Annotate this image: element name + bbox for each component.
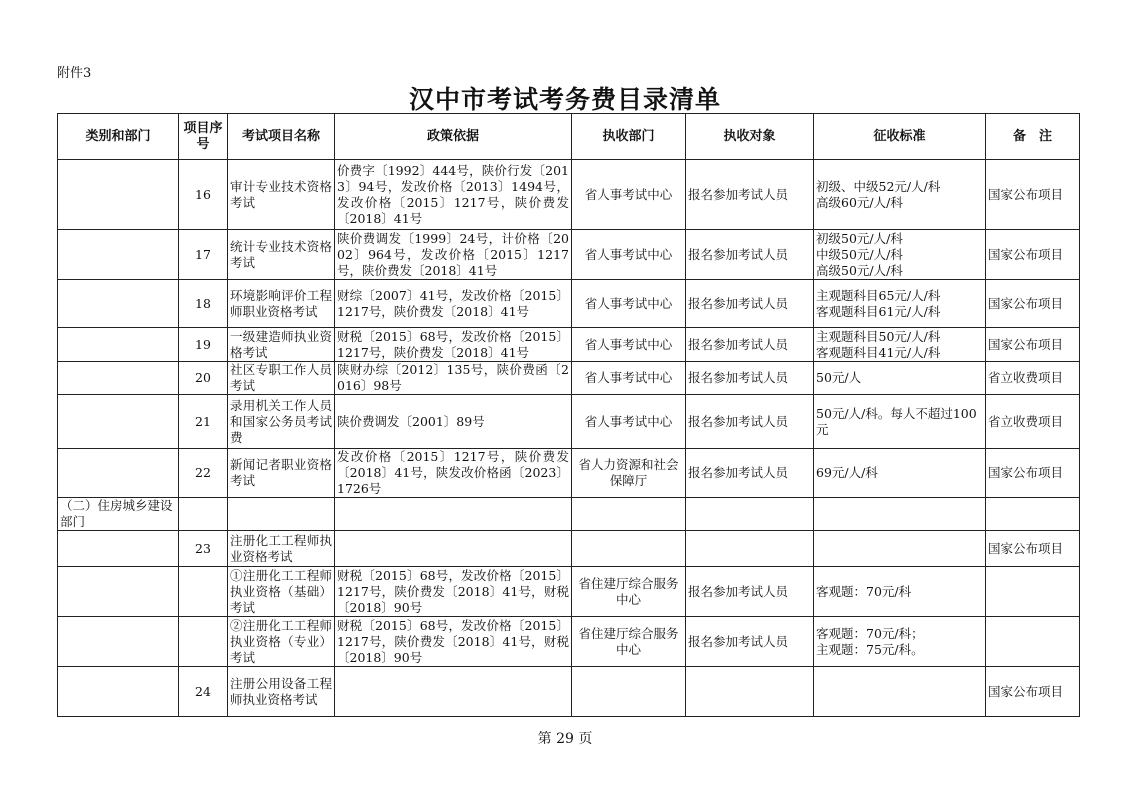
standard-line: 高级50元/人/科 bbox=[816, 262, 903, 278]
cell-exam-name: ②注册化工工程师执业资格（专业）考试 bbox=[228, 617, 335, 667]
cell-note: 省立收费项目 bbox=[986, 395, 1080, 449]
table-row bbox=[58, 531, 1080, 567]
cell-category: （二）住房城乡建设部门 bbox=[58, 498, 179, 531]
cell-payer: 报名参加考试人员 bbox=[686, 362, 814, 395]
cell-item-no bbox=[179, 498, 228, 531]
cell-policy bbox=[335, 531, 572, 567]
cell-item-no: 23 bbox=[179, 531, 228, 567]
table-row bbox=[58, 280, 1080, 328]
cell-collecting-dept bbox=[572, 531, 686, 567]
page-number: 第 29 页 bbox=[537, 731, 593, 747]
table-row bbox=[58, 395, 1080, 449]
cell-category bbox=[58, 617, 179, 667]
cell-category bbox=[58, 230, 179, 280]
header-policy: 政策依据 bbox=[335, 114, 572, 160]
standard-line: 69元/人/科 bbox=[816, 465, 878, 480]
table-row bbox=[58, 567, 1080, 617]
cell-note: 国家公布项目 bbox=[986, 531, 1080, 567]
standard-line: 主观题：75元/科。 bbox=[816, 641, 924, 657]
cell-note: 国家公布项目 bbox=[986, 160, 1080, 230]
cell-standard bbox=[814, 230, 986, 280]
cell-category bbox=[58, 328, 179, 362]
cell-collecting-dept: 省人事考试中心 bbox=[572, 230, 686, 280]
cell-payer: 报名参加考试人员 bbox=[686, 395, 814, 449]
cell-item-no: 18 bbox=[179, 280, 228, 328]
cell-category bbox=[58, 667, 179, 717]
standard-line: 客观题科目61元/人/科 bbox=[816, 303, 941, 319]
cell-collecting-dept: 省住建厅综合服务中心 bbox=[572, 567, 686, 617]
cell-exam-name: 注册公用设备工程师执业资格考试 bbox=[228, 667, 335, 717]
cell-standard bbox=[814, 567, 986, 617]
cell-exam-name: 社区专职工作人员考试 bbox=[228, 362, 335, 395]
document-title: 汉中市考试考务费目录清单 bbox=[408, 85, 721, 114]
cell-note: 国家公布项目 bbox=[986, 667, 1080, 717]
standard-line: 中级50元/人/科 bbox=[816, 246, 903, 262]
cell-item-no: 20 bbox=[179, 362, 228, 395]
cell-payer: 报名参加考试人员 bbox=[686, 449, 814, 498]
header-item-no: 项目序号 bbox=[179, 114, 228, 160]
header-payer: 执收对象 bbox=[686, 114, 814, 160]
cell-policy: 陕财办综〔2012〕135号，陕价费函〔2016〕98号 bbox=[335, 362, 572, 395]
cell-collecting-dept: 省人事考试中心 bbox=[572, 362, 686, 395]
cell-policy: 财税〔2015〕68号，发改价格〔2015〕1217号，陕价费发〔2018〕41号，财税〔2018〕90号 bbox=[335, 567, 572, 617]
cell-collecting-dept: 省人力资源和社会保障厅 bbox=[572, 449, 686, 498]
cell-item-no bbox=[179, 567, 228, 617]
cell-standard bbox=[814, 362, 986, 395]
fee-catalog-table bbox=[57, 113, 1080, 717]
cell-exam-name: 一级建造师执业资格考试 bbox=[228, 328, 335, 362]
cell-payer bbox=[686, 498, 814, 531]
cell-policy: 财税〔2015〕68号，发改价格〔2015〕1217号，陕价费发〔2018〕41号 bbox=[335, 328, 572, 362]
cell-collecting-dept: 省人事考试中心 bbox=[572, 280, 686, 328]
cell-category bbox=[58, 449, 179, 498]
cell-payer: 报名参加考试人员 bbox=[686, 617, 814, 667]
cell-exam-name: ①注册化工工程师执业资格（基础）考试 bbox=[228, 567, 335, 617]
cell-standard bbox=[814, 160, 986, 230]
cell-note: 国家公布项目 bbox=[986, 230, 1080, 280]
cell-policy: 价费字〔1992〕444号，陕价行发〔2013〕94号，发改价格〔2013〕1494号，发改价格〔2015〕1217号，陕价费发〔2018〕41号 bbox=[335, 160, 572, 230]
cell-exam-name: 注册化工工程师执业资格考试 bbox=[228, 531, 335, 567]
standard-line: 高级60元/人/科 bbox=[816, 194, 903, 210]
cell-item-no: 24 bbox=[179, 667, 228, 717]
standard-line: 50元/人 bbox=[816, 370, 862, 385]
header-category: 类别和部门 bbox=[58, 114, 179, 160]
standard-line: 主观题科目50元/人/科 bbox=[816, 328, 941, 344]
standard-line: 客观题科目41元/人/科 bbox=[816, 344, 941, 360]
header-collecting-dept: 执收部门 bbox=[572, 114, 686, 160]
cell-standard bbox=[814, 328, 986, 362]
cell-item-no: 17 bbox=[179, 230, 228, 280]
cell-category bbox=[58, 280, 179, 328]
table-row bbox=[58, 362, 1080, 395]
cell-policy bbox=[335, 667, 572, 717]
standard-line: 50元/人/科。每人不超过100元 bbox=[816, 405, 977, 437]
cell-payer: 报名参加考试人员 bbox=[686, 280, 814, 328]
cell-policy: 陕价费调发〔1999〕24号，计价格〔2002〕964号，发改价格〔2015〕1217号，陕价费发〔2018〕41号 bbox=[335, 230, 572, 280]
table-row bbox=[58, 230, 1080, 280]
cell-category bbox=[58, 531, 179, 567]
cell-payer: 报名参加考试人员 bbox=[686, 230, 814, 280]
table-row bbox=[58, 617, 1080, 667]
cell-collecting-dept: 省人事考试中心 bbox=[572, 160, 686, 230]
table-row bbox=[58, 667, 1080, 717]
cell-note bbox=[986, 617, 1080, 667]
cell-payer: 报名参加考试人员 bbox=[686, 567, 814, 617]
cell-note: 国家公布项目 bbox=[986, 280, 1080, 328]
cell-collecting-dept bbox=[572, 498, 686, 531]
cell-exam-name bbox=[228, 498, 335, 531]
header-standard: 征收标准 bbox=[814, 114, 986, 160]
cell-standard bbox=[814, 498, 986, 531]
cell-exam-name: 录用机关工作人员和国家公务员考试费 bbox=[228, 395, 335, 449]
cell-item-no: 22 bbox=[179, 449, 228, 498]
cell-note: 国家公布项目 bbox=[986, 328, 1080, 362]
standard-line: 初级、中级52元/人/科 bbox=[816, 178, 941, 194]
cell-policy: 财税〔2015〕68号，发改价格〔2015〕1217号，陕价费发〔2018〕41号，财税〔2018〕90号 bbox=[335, 617, 572, 667]
table-header-row bbox=[58, 114, 1080, 160]
cell-policy: 发改价格〔2015〕1217号，陕价费发〔2018〕41号，陕发改价格函〔2023〕1726号 bbox=[335, 449, 572, 498]
cell-category bbox=[58, 567, 179, 617]
header-note: 备 注 bbox=[986, 114, 1080, 160]
cell-standard bbox=[814, 449, 986, 498]
cell-standard bbox=[814, 617, 986, 667]
cell-exam-name: 统计专业技术资格考试 bbox=[228, 230, 335, 280]
cell-item-no: 16 bbox=[179, 160, 228, 230]
cell-collecting-dept: 省人事考试中心 bbox=[572, 328, 686, 362]
cell-note: 省立收费项目 bbox=[986, 362, 1080, 395]
standard-line: 主观题科目65元/人/科 bbox=[816, 287, 941, 303]
cell-collecting-dept: 省住建厅综合服务中心 bbox=[572, 617, 686, 667]
cell-category bbox=[58, 160, 179, 230]
cell-collecting-dept: 省人事考试中心 bbox=[572, 395, 686, 449]
cell-exam-name: 新闻记者职业资格考试 bbox=[228, 449, 335, 498]
cell-policy bbox=[335, 498, 572, 531]
cell-payer bbox=[686, 667, 814, 717]
header-exam-name: 考试项目名称 bbox=[228, 114, 335, 160]
cell-payer bbox=[686, 531, 814, 567]
table-row bbox=[58, 449, 1080, 498]
cell-standard bbox=[814, 280, 986, 328]
cell-note: 国家公布项目 bbox=[986, 449, 1080, 498]
attachment-label: 附件3 bbox=[57, 66, 92, 81]
cell-payer: 报名参加考试人员 bbox=[686, 160, 814, 230]
cell-policy: 财综〔2007〕41号，发改价格〔2015〕1217号，陕价费发〔2018〕41号 bbox=[335, 280, 572, 328]
table-row bbox=[58, 498, 1080, 531]
cell-item-no bbox=[179, 617, 228, 667]
cell-standard bbox=[814, 531, 986, 567]
cell-item-no: 21 bbox=[179, 395, 228, 449]
standard-line: 客观题：70元/科； bbox=[816, 625, 924, 641]
cell-payer: 报名参加考试人员 bbox=[686, 328, 814, 362]
cell-policy: 陕价费调发〔2001〕89号 bbox=[335, 395, 572, 449]
cell-exam-name: 审计专业技术资格考试 bbox=[228, 160, 335, 230]
table-row bbox=[58, 328, 1080, 362]
cell-standard bbox=[814, 395, 986, 449]
cell-exam-name: 环境影响评价工程师职业资格考试 bbox=[228, 280, 335, 328]
cell-category bbox=[58, 395, 179, 449]
cell-note bbox=[986, 567, 1080, 617]
cell-category bbox=[58, 362, 179, 395]
cell-collecting-dept bbox=[572, 667, 686, 717]
cell-note bbox=[986, 498, 1080, 531]
standard-line: 初级50元/人/科 bbox=[816, 230, 903, 246]
standard-line: 客观题：70元/科 bbox=[816, 583, 912, 599]
cell-item-no: 19 bbox=[179, 328, 228, 362]
cell-standard bbox=[814, 667, 986, 717]
table-row bbox=[58, 160, 1080, 230]
